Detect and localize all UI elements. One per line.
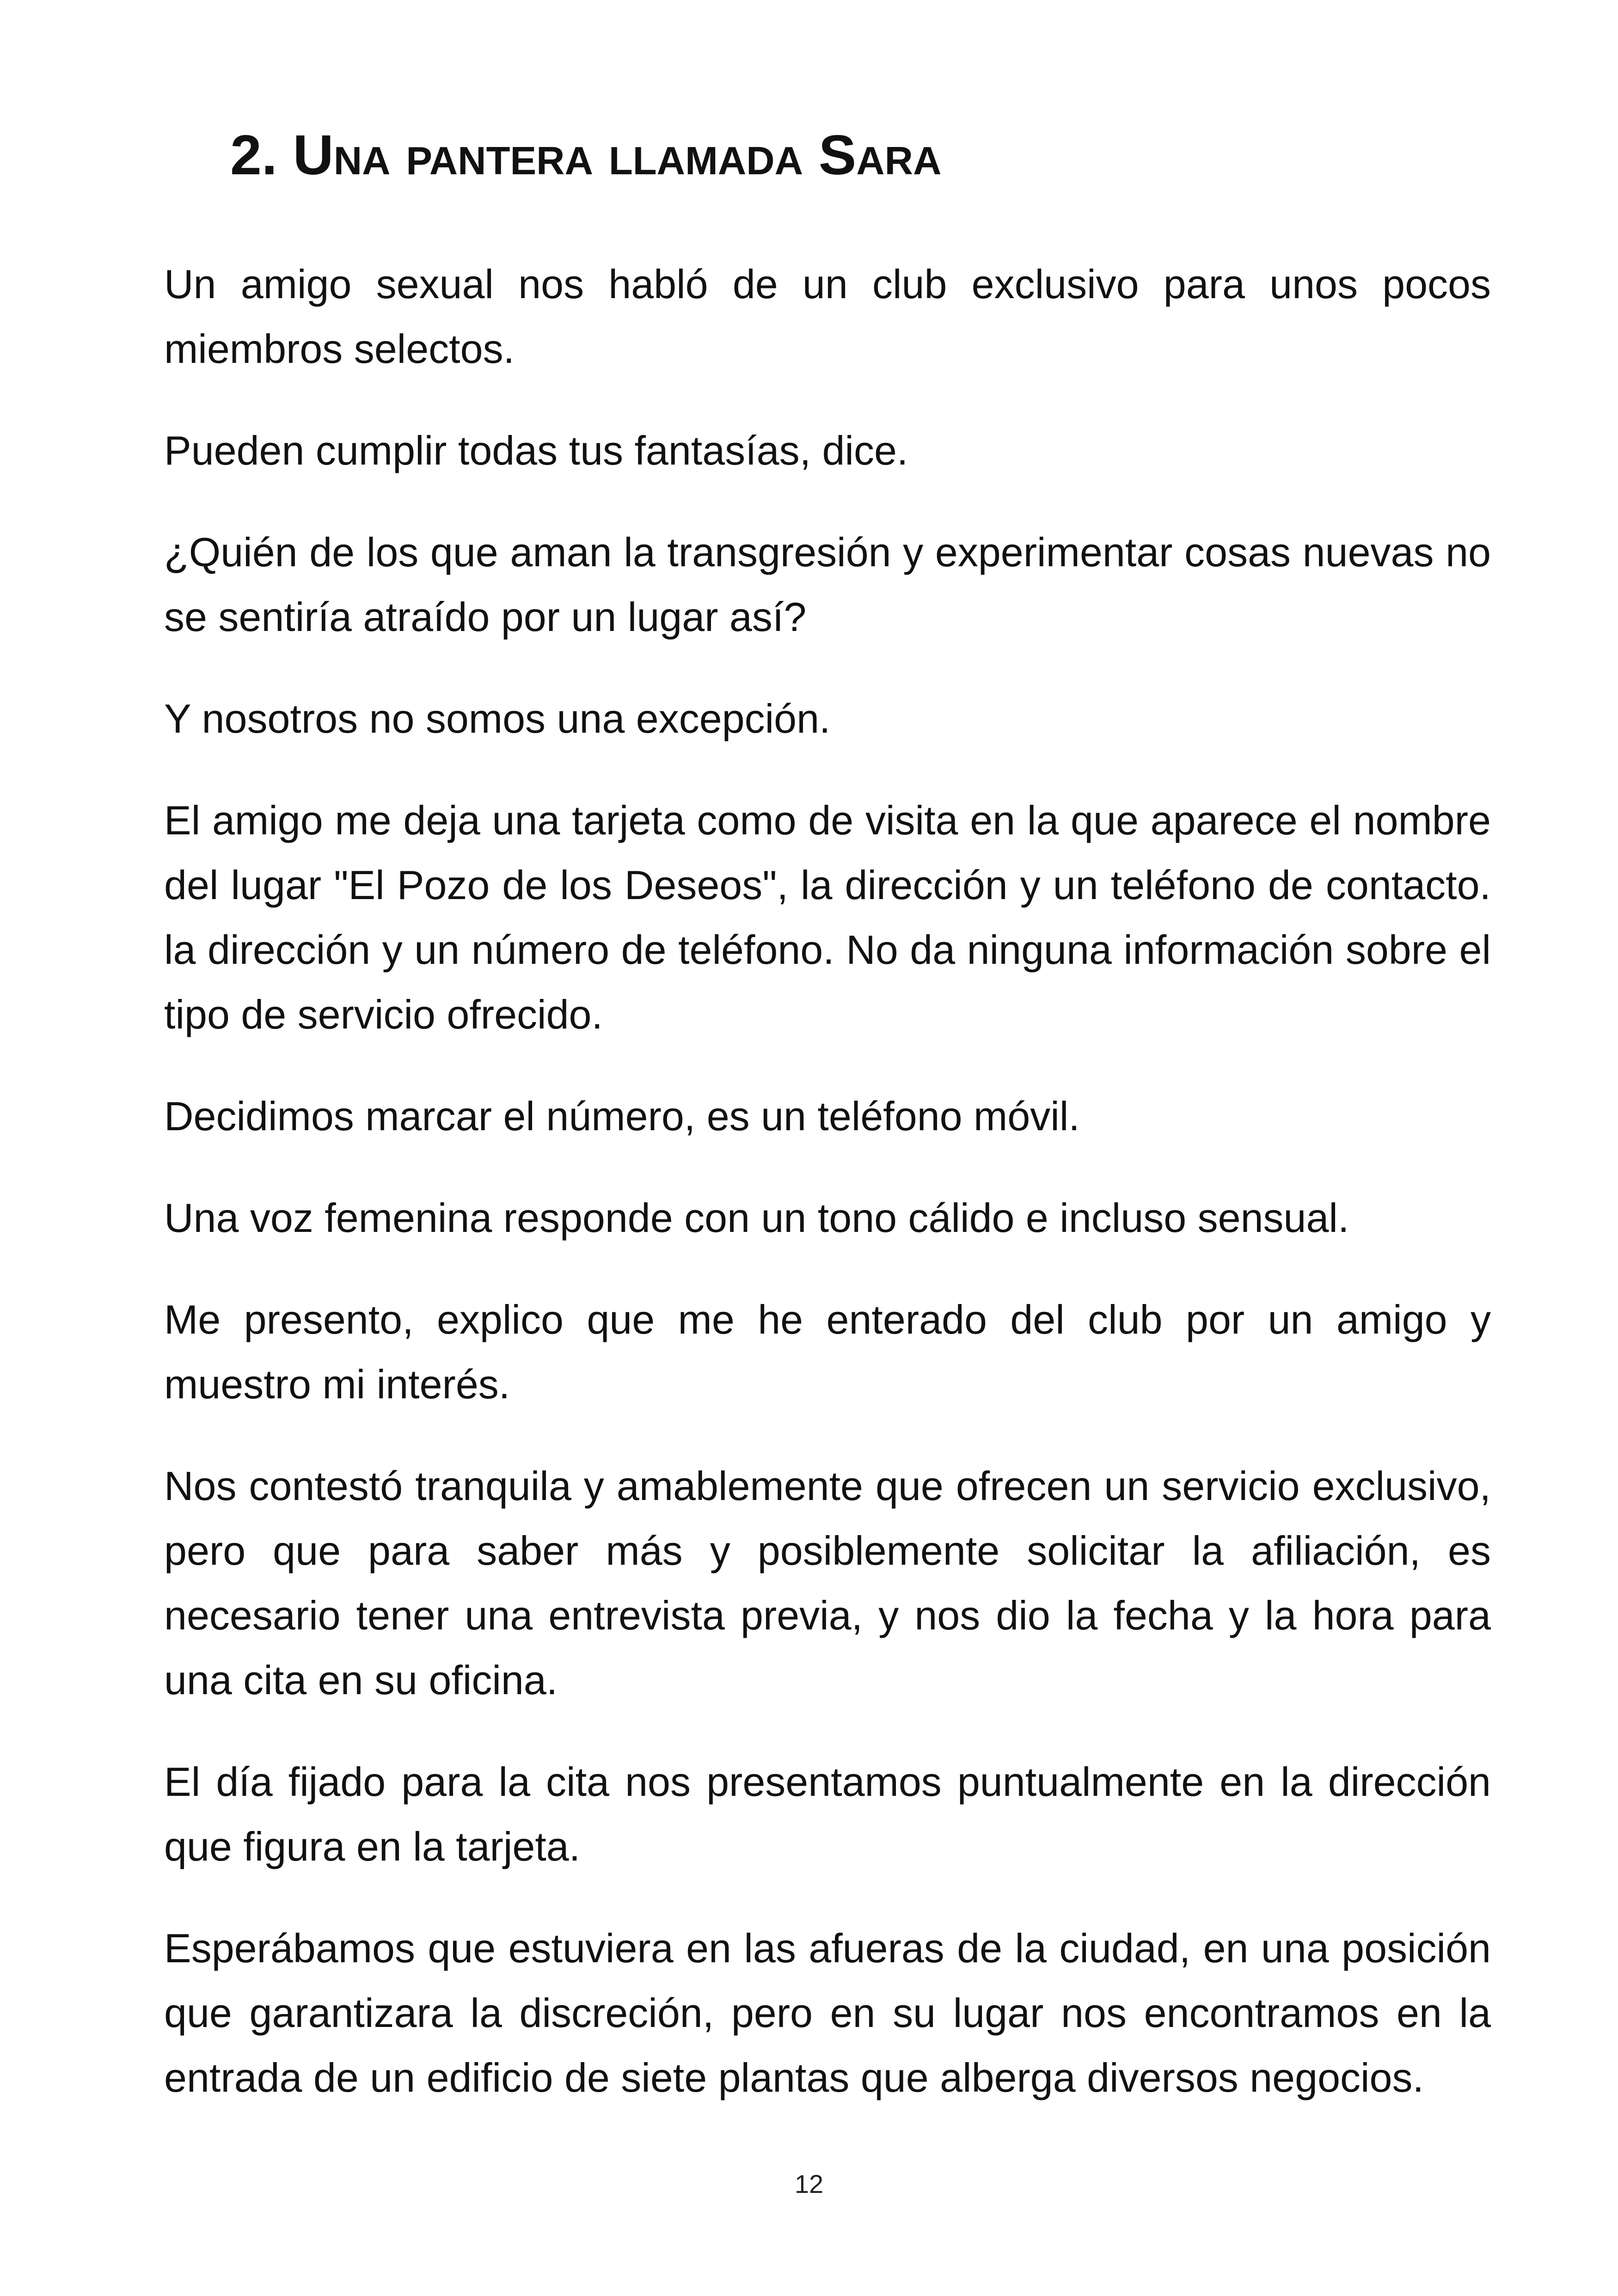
paragraph-4: Y nosotros no somos una excepción. (164, 696, 831, 741)
paragraph-2: Pueden cumplir todas tus fantasías, dice. (164, 428, 908, 473)
page-number: 12 (794, 2169, 824, 2198)
paragraph-5: El amigo me deja una tarjeta como de visita en la que aparece el nombre del lugar "El Pozo de los Deseos", la dirección y un teléfono de contacto. la dirección y un número de teléfono. No da ninguna información sobre el tipo de servicio ofrecido. (164, 797, 1491, 1037)
paragraph-8: Me presento, explico que me he enterado del club por un amigo y muestro mi interés. (164, 1297, 1491, 1407)
paragraph-1: Un amigo sexual nos habló de un club exclusivo para unos pocos miembros selectos. (164, 261, 1491, 372)
paragraph-10: El día fijado para la cita nos presentamos puntualmente en la dirección que figura en la tarjeta. (164, 1759, 1491, 1869)
paragraph-7: Una voz femenina responde con un tono cálido e incluso sensual. (164, 1195, 1349, 1241)
paragraph-3: ¿Quién de los que aman la transgresión y experimentar cosas nuevas no se sentiría atraído por un lugar así? (164, 529, 1491, 640)
chapter-title: 2. Una pantera llamada Sara (230, 123, 942, 186)
paragraph-9: Nos contestó tranquila y amablemente que ofrecen un servicio exclusivo, pero que para saber más y posiblemente solicitar la afiliación, es necesario tener una entrevista previa, y nos dio la fecha y la hora para una cita en su oficina. (164, 1463, 1491, 1703)
paragraph-11: Esperábamos que estuviera en las afueras de la ciudad, en una posición que garantizara la discreción, pero en su lugar nos encontramos en la entrada de un edificio de siete plantas que alberga diversos negocios. (164, 1925, 1491, 2100)
chapter-body (164, 252, 1491, 2110)
paragraph-6: Decidimos marcar el número, es un teléfono móvil. (164, 1093, 1080, 1139)
